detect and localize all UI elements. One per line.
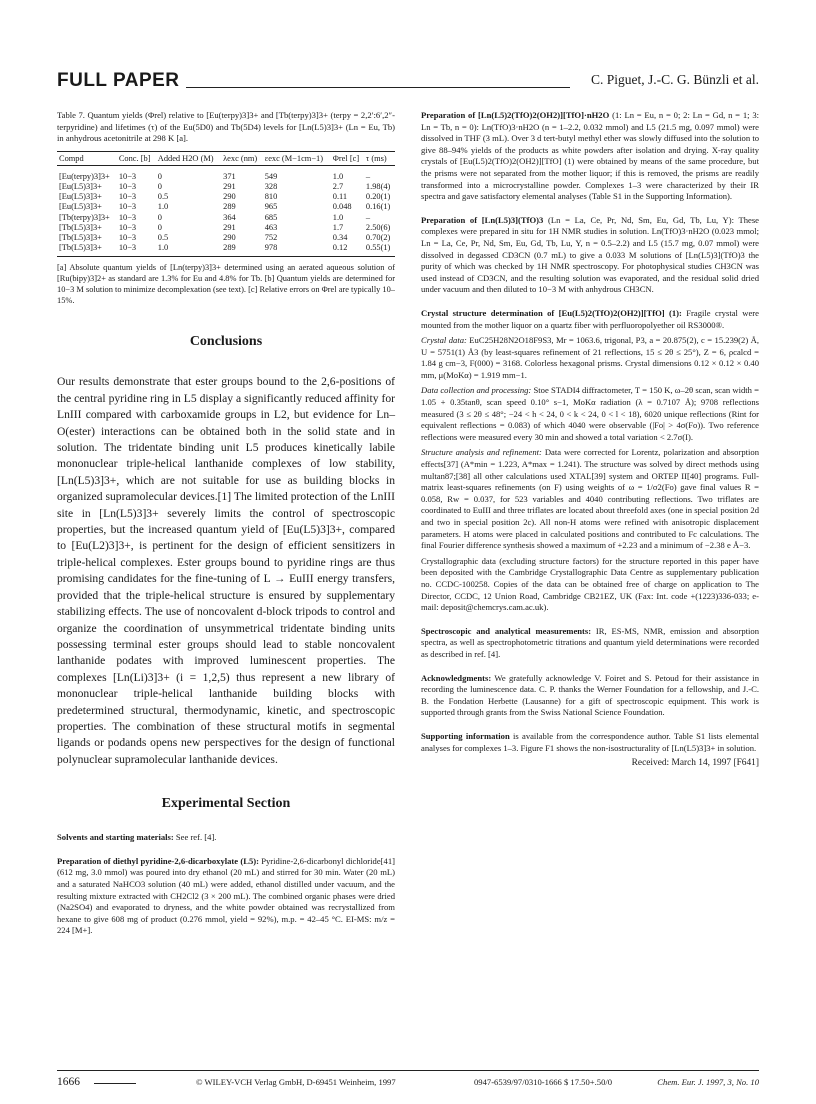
section-label: FULL PAPER <box>57 70 180 91</box>
footer-journal: Chem. Eur. J. 1997, 3, No. 10 <box>657 1077 759 1087</box>
table-row <box>57 192 395 202</box>
table-cell: [Eu(L5)3]3+ <box>59 192 102 202</box>
table-header-cell: Φrel [c] <box>331 151 364 165</box>
right-column <box>421 110 759 770</box>
table-header-cell: λexc (nm) <box>221 151 263 165</box>
conclusions-text: Our results demonstrate that ester groups bound to the 2,6-positions of the central pyridine ring in L5 display a significantly reduced affinity for LnIII compared with carboxamide groups in L2, but evidence for Ln–O(ester) interactions can be obtained both in the solid state and in solution. The tridentate binding unit L5 produces kinetically labile mononuclear triple-helical lanthanide complexes of low stability, [Ln(L5)3]3+, which are not suitable for use as building blocks in organized supramolecular devices.[1] The limited protection of the LnIII site in [Ln(L5)3]3+ severely limits the control of spectroscopic properties, but the increased quantum yield of [Eu(L5)3]3+, compared to [Eu(L2)3]3+, is pertinent for the design of efficient sensitizers in triple-helical complexes. Ester groups bound to pyridine rings are thus promising candidates for the fine-tuning of L → EuIII energy transfers, provided that the triple-helical structure is ensured by supplementary stabilizing effects. The use of noncovalent d-block tripods to control and organize the coordination of unsymmetrical tridentate binding units possessing terminal ester groups should lead to stable noncovalent lanthanide podates with improved luminescent properties. The complexes [Ln(Li)3]3+ (i = 1,2,5) thus represent a new library of mononuclear triple-helical lanthanide building blocks with predetermined structural, thermodynamic, kinetic, and spectroscopic properties. The combination of these structural motifs in segmental ligands or podands opens new perspectives for the design of functional polynuclear supramolecular lanthanide devices. <box>57 375 395 766</box>
footer-issn: 0947-6539/97/0310-1666 $ 17.50+.50/0 <box>474 1077 613 1087</box>
table-cell: 291 <box>223 222 236 232</box>
prep2-label: Preparation of [Ln(L5)3](TfO)3 <box>421 214 544 225</box>
table-row <box>57 243 395 257</box>
experimental-heading: Experimental Section <box>161 796 291 812</box>
table-cell: [Tb(L5)3]3+ <box>59 222 102 232</box>
table-cell: [Tb(L5)3]3+ <box>57 243 117 257</box>
prep1-paragraph <box>421 110 759 203</box>
table-header-cell: εexc (M−1cm−1) <box>263 151 331 165</box>
crystal-label: Crystal structure determination of [Eu(L5)2(TfO)2(OH2)][TfO] (1): <box>421 307 682 318</box>
prep2-text: (Ln = La, Ce, Pr, Nd, Sm, Eu, Gd, Tb, Lu, Y): These complexes were prepared in situ for 1H NMR studies in solution. Ln(TfO)3·nH2O (0.023 mmol; Ln = La, Ce, Pr, Nd, Sm, Eu, Gd, Tb, Lu, Y, n = 0.5–2.2) and L5 (15.7 mg, 0.07 mmol) were dissolved in degassed CD3CN (0.7 mL) to give a 0.033 M solutions of [Ln(L5)3](TfO)3 the purity of which was checked by 1H NMR spectroscopy. For photophysical studies CH3CN was used instead of CD3CN, and the resulting solution was evaporated, and the residual solid dried under vacuum and then diluted to 10−3 M with anhydrous CH3CN. <box>421 214 759 295</box>
prep1-label: Preparation of [Ln(L5)2(TfO)2(OH2)][TfO]·nH2O <box>421 110 610 120</box>
page-number: 1666 <box>57 1076 80 1088</box>
data-collection-label: Data collection and processing: <box>421 385 532 396</box>
structure-paragraph <box>421 447 759 551</box>
table-cell: 291 <box>223 181 236 191</box>
prep-l5-label: Preparation of diethyl pyridine-2,6-dicarboxylate (L5): <box>57 855 259 866</box>
footer-publisher: © WILEY-VCH Verlag GmbH, D-69451 Weinheim, 1997 <box>196 1077 396 1087</box>
table-cell: 1.0 <box>332 171 344 181</box>
table-cell: 0 <box>157 212 162 222</box>
supporting-paragraph <box>421 731 759 754</box>
table-cell: 289 <box>221 243 263 257</box>
table-cell: 0.16(1) <box>365 202 391 212</box>
table-cell: 0 <box>157 181 162 191</box>
table-header-cell: Conc. [b] <box>117 151 156 165</box>
table-cell: – <box>365 212 371 222</box>
left-column <box>57 110 395 949</box>
ack-label: Acknowledgments: <box>421 672 492 683</box>
table-cell: 685 <box>264 212 278 222</box>
table-cell: 0.11 <box>332 192 348 202</box>
structure-label: Structure analysis and refinement: <box>421 447 542 458</box>
table-cell: 549 <box>264 171 278 181</box>
table-cell: 10−3 <box>118 222 137 232</box>
table-cell: 1.0 <box>332 212 344 222</box>
prep-l5-text: Pyridine-2,6-dicarbonyl dichloride[41] (612 mg, 3.0 mmol) was poured into dry ethanol (20 mL) and stirred for 30 min. Water (20 mL) and a saturated NaHCO3 solution (40 mL) were added, ethanol distilled under vacuum, and the resulting mixture extracted with CH2Cl2 (3 × 200 mL). The combined organic phases were dried (Na2SO4) and evaporated to dryness, and the white powder obtained was recrystallized from hexane to give 608 mg of product (0.276 mmol, yield = 92%), m.p. = 42–45 °C. EI-MS: m/z = 224 [M+]. <box>57 855 395 936</box>
table-body <box>57 165 395 257</box>
spectroscopic-paragraph <box>421 626 759 661</box>
prep1-text: (1: Ln = Eu, n = 0; 2: Ln = Gd, n = 1; 3: Ln = Tb, n = 0): Ln(TfO)3·nH2O (n = 1–2.2, 0.032 mmol) and L5 (21.5 mg, 0.097 mmol) were dissolved in THF (3 mL). Over 3 d tert-butyl methyl ether was slowly diffused into the solution to give 88–94% yields of the products as white powders after isolation and drying. X-ray quality crystals of [Eu(L5)2(TfO)2(OH2)][TfO] (1) were obtained by means of the same procedure, but the prisms were not separated from the mother liquor; if this is removed, the prisms are readily transformed into a microcrystalline powder. Complexes 1–3 were characterized by their IR spectra and gave satisfactory elemental analyses (Table S1 in the Supporting Information). <box>421 110 759 202</box>
table-cell: 10−3 <box>117 243 156 257</box>
table-row <box>57 223 395 233</box>
solvents-text: See ref. [4]. <box>175 832 217 843</box>
table-row <box>57 233 395 243</box>
table-cell: 0.34 <box>332 233 348 242</box>
ack-paragraph <box>421 673 759 719</box>
table-cell: 0 <box>157 222 162 232</box>
table-header-cell: Compd <box>57 151 117 165</box>
header-authors: C. Piguet, J.-C. G. Bünzli et al. <box>591 72 759 87</box>
table-cell: 0.5 <box>157 233 169 242</box>
table-cell: 0.20(1) <box>365 192 391 202</box>
crystallographic-paragraph: Crystallographic data (excluding structure factors) for the structure reported in this paper have been deposited with the Cambridge Crystallographic Data Centre as supplementary publication no. CCDC-100258. Copies of the data can be obtained free of charge on application to The Director, CCDC, 12 Union Road, Cambridge CB21EZ, UK (Fax: Int. code +(1223)336-033; e-mail: deposit@chemcrys.cam.ac.uk). <box>421 555 759 613</box>
footer-rule <box>57 1070 759 1071</box>
header-rule <box>186 87 570 88</box>
table-cell: 810 <box>264 192 278 202</box>
table-cell: 978 <box>263 243 331 257</box>
table-cell: 0.048 <box>332 202 352 212</box>
table-cell: [Eu(L5)3]3+ <box>59 202 102 212</box>
table-cell: 0 <box>157 171 162 181</box>
table-cell: 371 <box>223 171 236 181</box>
conclusions-heading: Conclusions <box>189 334 263 350</box>
table-cell: 10−3 <box>118 233 137 242</box>
prep-l5-paragraph <box>57 856 395 937</box>
quantum-yield-table <box>57 151 395 258</box>
table-cell: 10−3 <box>118 192 137 202</box>
table-header-cell: τ (ms) <box>364 151 395 165</box>
data-collection-paragraph <box>421 385 759 443</box>
table-cell: 364 <box>223 212 236 222</box>
table-cell: 1.7 <box>332 222 344 232</box>
table7-footnote: [a] Absolute quantum yields of [Ln(terpy)3]3+ determined using an aerated aqueous solution of [Ru(bipy)3]2+ as standard are 1.3% for Eu and 4.8% for Tb. [b] Quantum yields are determined for 10−3 M solution to minimize decomplexation (see text). [c] Relative errors on Φrel are typically 10–15%. <box>57 263 395 306</box>
table-cell: [Tb(L5)3]3+ <box>59 233 102 242</box>
table-cell: 0.70(2) <box>365 233 391 242</box>
crystal-paragraph <box>421 308 759 331</box>
page-number-rule <box>94 1083 136 1084</box>
table-cell: 2.50(6) <box>365 222 391 232</box>
structure-text: Data were corrected for Lorentz, polarization and absorption effects[37] (A*min = 1.223, A*max = 1.241). The structure was solved by direct methods using multan87;[38] all other calculations used XTAL[39] system and ORTEP II[40] programs. Full-matrix least-squares refinements (on F) using weights of ω = 1/σ2(Fo) gave final values R = 0.058, Rw = 0.037, for 523 variables and 4040 contributing reflections. Two triflates are coordinated to EuIII and three triflates are located about threefold axes (one in special position 2d and two in special position 2c). All non-H atoms were refined with anisotropic displacement parameters. H atoms were placed in calculated positions and contributed to Fc calculations. The final Fourier difference synthesis showed a maximum of +2.23 and a minimum of −2.38 e Å−3. <box>421 447 759 551</box>
table-cell: 0.12 <box>331 243 364 257</box>
table-header-cell: Added H2O (M) <box>156 151 221 165</box>
table-cell: 289 <box>223 202 236 212</box>
supporting-text: is available from the correspondence author. Table S1 lists elemental analyses for complexes 1–3. Figure F1 shows the non-isostructurality of [Ln(L5)3]3+ in solution. <box>421 730 759 753</box>
table-cell: 290 <box>223 192 236 202</box>
spectroscopic-text: IR, ES-MS, NMR, emission and absorption spectra, as well as spectrophotometric titrations and quantum yield determinations were recorded as described in ref. [4]. <box>421 625 759 659</box>
table-cell: 1.98(4) <box>365 181 391 191</box>
table-cell: 328 <box>264 181 278 191</box>
table-cell: 2.7 <box>332 181 344 191</box>
table-cell: 1.0 <box>157 202 169 212</box>
crystal-data-label: Crystal data: <box>421 335 467 346</box>
crystal-data-text: EuC25H28N2O18F9S3, Mr = 1063.6, trigonal, P3, a = 20.875(2), c = 15.239(2) Å, U = 5751(1) Å3 (by least-squares refinement of 21 reflections, 15 ≤ 2θ ≤ 25°), Z = 6, ρcalcd = 1.84 g cm−3, F(000) = 3168. Colorless hexagonal prisms. Crystal dimensions 0.12 × 0.12 × 0.40 mm, μ(MoKα) = 1.919 mm−1. <box>421 335 759 380</box>
table-row <box>57 213 395 223</box>
ack-text: We gratefully acknowledge V. Foiret and S. Petoud for their assistance in recording the luminescence data. C. P. thanks the Werner Foundation for a fellowship, and J.-C. B. the Fondation Herbette (Lausanne) for a gift of spectroscopic equipment. This work is supported through grants from the Swiss National Science Foundation. <box>421 672 759 718</box>
table-cell: 10−3 <box>118 202 137 212</box>
table-row <box>57 165 395 182</box>
crystal-data-paragraph <box>421 335 759 381</box>
table-cell: 0.55(1) <box>364 243 395 257</box>
table-cell: 10−3 <box>118 171 137 181</box>
table-cell: 1.0 <box>156 243 221 257</box>
spectroscopic-label: Spectroscopic and analytical measurements: <box>421 625 592 636</box>
prep2-paragraph <box>421 215 759 296</box>
table-cell: 290 <box>223 233 236 242</box>
table-cell: 10−3 <box>118 212 137 222</box>
solvents-paragraph <box>57 832 395 844</box>
table7-caption: Table 7. Quantum yields (Φrel) relative to [Eu(terpy)3]3+ and [Tb(terpy)3]3+ (terpy = 2,2′:6′,2″-terpyridine) and lifetimes (τ) of the Eu(5D0) and Tb(5D4) levels for [Ln(L5)3]3+ (Ln = Eu, Tb) in anhydrous acetonitrile at 298 K [a]. <box>57 110 395 144</box>
solvents-label: Solvents and starting materials: <box>57 832 174 843</box>
received-date: Received: March 14, 1997 [F641] <box>631 758 759 769</box>
supporting-label: Supporting information <box>421 730 510 741</box>
table-cell: 10−3 <box>118 181 137 191</box>
crystal-text: Fragile crystal were mounted from the mother liquor on a quartz fiber with perfluoropolyether oil RS3000®. <box>421 307 759 330</box>
table-cell: [Eu(terpy)3]3+ <box>59 171 110 181</box>
table-cell: [Tb(terpy)3]3+ <box>59 212 110 222</box>
table-cell: – <box>365 171 371 181</box>
data-collection-text: Stoe STADI4 diffractometer, T = 150 K, ω–2θ scan, scan width = 1.05 + 0.35tanθ, scan speed 0.10° s−1, MoKα radiation (λ = 0.7107 Å); 9708 reflections measured (3 ≤ 2θ ≤ 48°; −24 < h < 24, 0 < k < 24, 0 < l < 18), 6020 unique reflections (Rint for equivalent reflections = 0.083) of which 4040 were observable (|Fo| > 4σ(Fo)). Two reference reflections were measured every 30 min and showed a total variation < 2.7σ(I). <box>421 385 759 442</box>
table-cell: 0.5 <box>157 192 169 202</box>
table-cell: [Eu(L5)3]3+ <box>59 181 102 191</box>
table-cell: 965 <box>264 202 278 212</box>
table-row <box>57 202 395 212</box>
table-cell: 463 <box>264 222 278 232</box>
table-row <box>57 182 395 192</box>
table-cell: 752 <box>264 233 278 242</box>
